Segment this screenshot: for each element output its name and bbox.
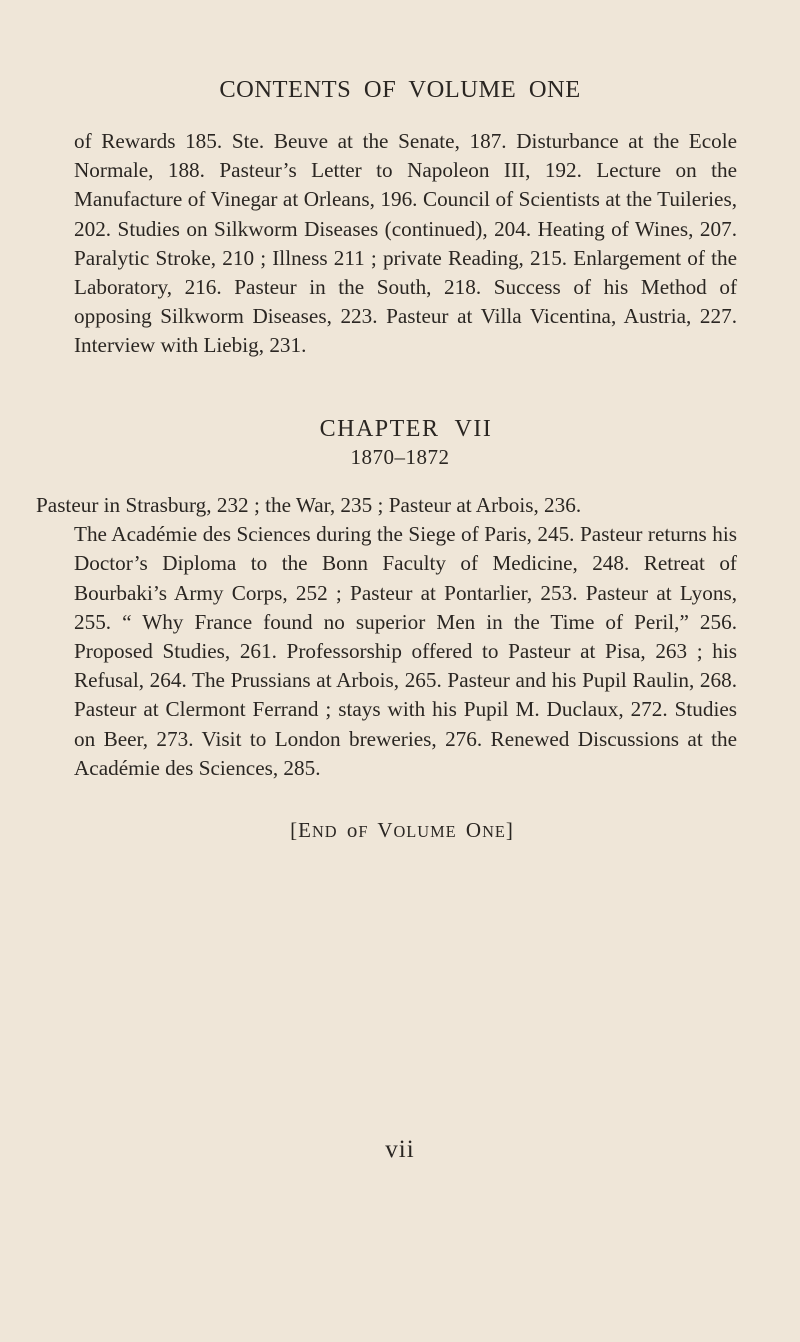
chapter-contents-text: The Académie des Sciences during the Siege of Paris, 245. Pasteur returns his Doctor’s Diploma to the Bonn Faculty of Medicine, 248. Retreat of Bourbaki’s Army Corps, 252 ; Pasteur at Pontarlier, 253. Pasteur at Lyons, 255. “ Why France found no superior Men in the Time of Peril,” 256. Proposed Studies, 261. Professorship offered to Pasteur at Pisa, 263 ; his Refusal, 264. The Prussians at Arbois, 265. Pasteur and his Pupil Raulin, 268. Pasteur at Clermont Ferrand ; stays with his Pupil M. Duclaux, 272. Studies on Beer, 273. Visit to London breweries, 276. Renewed Discussions at the Académie des Sciences, 285. — [74, 522, 737, 780]
end-of-volume-text: [END oF VOLUME ONE] — [290, 818, 514, 842]
chapter-title: CHAPTER VII — [319, 416, 493, 442]
running-head: CONTENTS OF VOLUME ONE — [219, 76, 581, 103]
contents-paragraph-continued: of Rewards 185. Ste. Beuve at the Senate, 187. Disturbance at the Ecole Normale, 188. Pasteur’s Letter to Napoleon III, 192. Lecture on the Manufacture of Vinegar at Orleans, 196. Council of Scientists at the Tuileries, 202. Studies on Silkworm Diseases (continued), 204. Heating of Wines, 207. Paralytic Stroke, 210 ; Illness 211 ; private Reading, 215. Enlargement of the Laboratory, 216. Pasteur in the South, 218. Success of his Method of opposing Silkworm Diseases, 223. Pasteur at Villa Vicentina, Austria, 227. Interview with Liebig, 231. — [74, 129, 737, 358]
end-of-volume-note — [0, 818, 800, 843]
page-number: vii — [385, 1136, 415, 1163]
chapter-dates: 1870–1872 — [350, 445, 450, 469]
chapter-contents-paragraph — [36, 491, 737, 783]
chapter-contents-first-line: Pasteur in Strasburg, 232 ; the War, 235 ; Pasteur at Arbois, 236. — [36, 493, 582, 517]
